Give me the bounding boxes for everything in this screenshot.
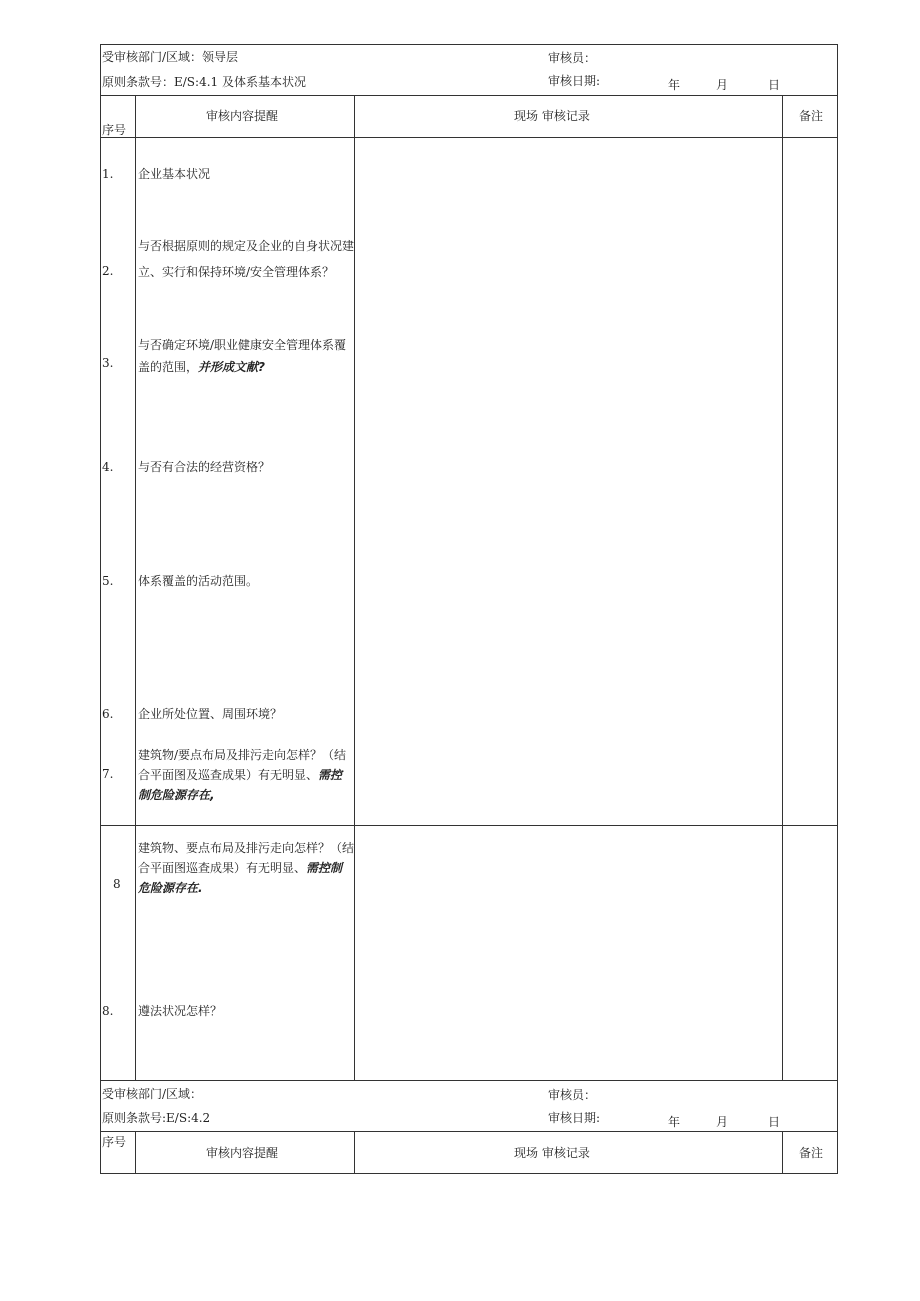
audit-date-label: 审核日期:: [548, 1111, 601, 1125]
day-label: 日: [768, 1115, 781, 1129]
divider: [100, 95, 838, 96]
item-number: 2.: [102, 264, 114, 278]
clause-label: 原则条款号:E/S:4.2: [102, 1111, 211, 1125]
item-number: 8: [113, 877, 121, 891]
day-label: 日: [768, 78, 781, 92]
auditor-label: 审核员：: [548, 1088, 597, 1102]
item-text: 与否确定环境/职业健康安全管理体系覆盖的范围，并形成文献?: [138, 338, 347, 374]
divider: [100, 825, 838, 826]
auditor-label: 审核员：: [548, 51, 597, 65]
content-header: 审核内容提醒: [206, 1146, 279, 1160]
record-header: 现场 审核记录: [514, 109, 590, 123]
column-divider: [354, 1131, 355, 1174]
item-number: 7.: [102, 767, 114, 781]
department-label: 受审核部门/区域：领导层: [102, 50, 239, 64]
item-number: 8.: [102, 1004, 114, 1018]
item-emphasis: 并形成文献?: [198, 360, 265, 374]
item-text: 与否根据原则的规定及企业的自身状况建立、实行和保持环境/安全管理体系？: [138, 239, 355, 279]
content-header: 审核内容提醒: [206, 109, 279, 123]
year-label: 年: [668, 1115, 681, 1129]
divider: [100, 137, 838, 138]
item-number: 4.: [102, 460, 114, 474]
column-divider: [135, 1131, 136, 1174]
item-number: 6.: [102, 707, 114, 721]
item-text: 建筑物、要点布局及排污走向怎样？（结合平面图巡查成果）有无明显、需控制危险源存在.: [138, 841, 355, 895]
divider: [100, 1131, 838, 1132]
clause-label: 原则条款号：E/S:4.1 及体系基本状况: [102, 75, 306, 89]
item-number: 1.: [102, 167, 114, 181]
item-text: 企业基本状况: [138, 167, 211, 181]
month-label: 月: [716, 78, 729, 92]
item-emphasis: 需控制危险源存在.: [138, 861, 343, 895]
month-label: 月: [716, 1115, 729, 1129]
remark-header: 备注: [799, 1146, 824, 1160]
column-divider: [354, 95, 355, 1081]
department-label: 受审核部门/区域：: [102, 1087, 203, 1101]
remark-header: 备注: [799, 109, 824, 123]
item-text: 体系覆盖的活动范围。: [138, 574, 259, 588]
item-text: 建筑物/要点布局及排污走向怎样？（结合平面图及巡查成果）有无明显、需控制危险源存在,: [138, 748, 347, 802]
item-text: 企业所处位置、周围环境？: [138, 707, 283, 721]
record-header: 现场 审核记录: [514, 1146, 590, 1160]
item-text: 与否有合法的经营资格？: [138, 460, 271, 474]
divider: [100, 1080, 838, 1081]
column-divider: [782, 1131, 783, 1174]
item-text: 遵法状况怎样？: [138, 1004, 223, 1018]
item-emphasis: 需控制危险源存在,: [138, 768, 343, 802]
column-divider: [782, 95, 783, 1081]
item-number: 3.: [102, 356, 114, 370]
seq-header: 序号: [102, 123, 127, 137]
column-divider: [135, 95, 136, 1081]
seq-header: 序号: [102, 1135, 127, 1149]
item-number: 5.: [102, 574, 114, 588]
audit-date-label: 审核日期:: [548, 74, 601, 88]
year-label: 年: [668, 78, 681, 92]
